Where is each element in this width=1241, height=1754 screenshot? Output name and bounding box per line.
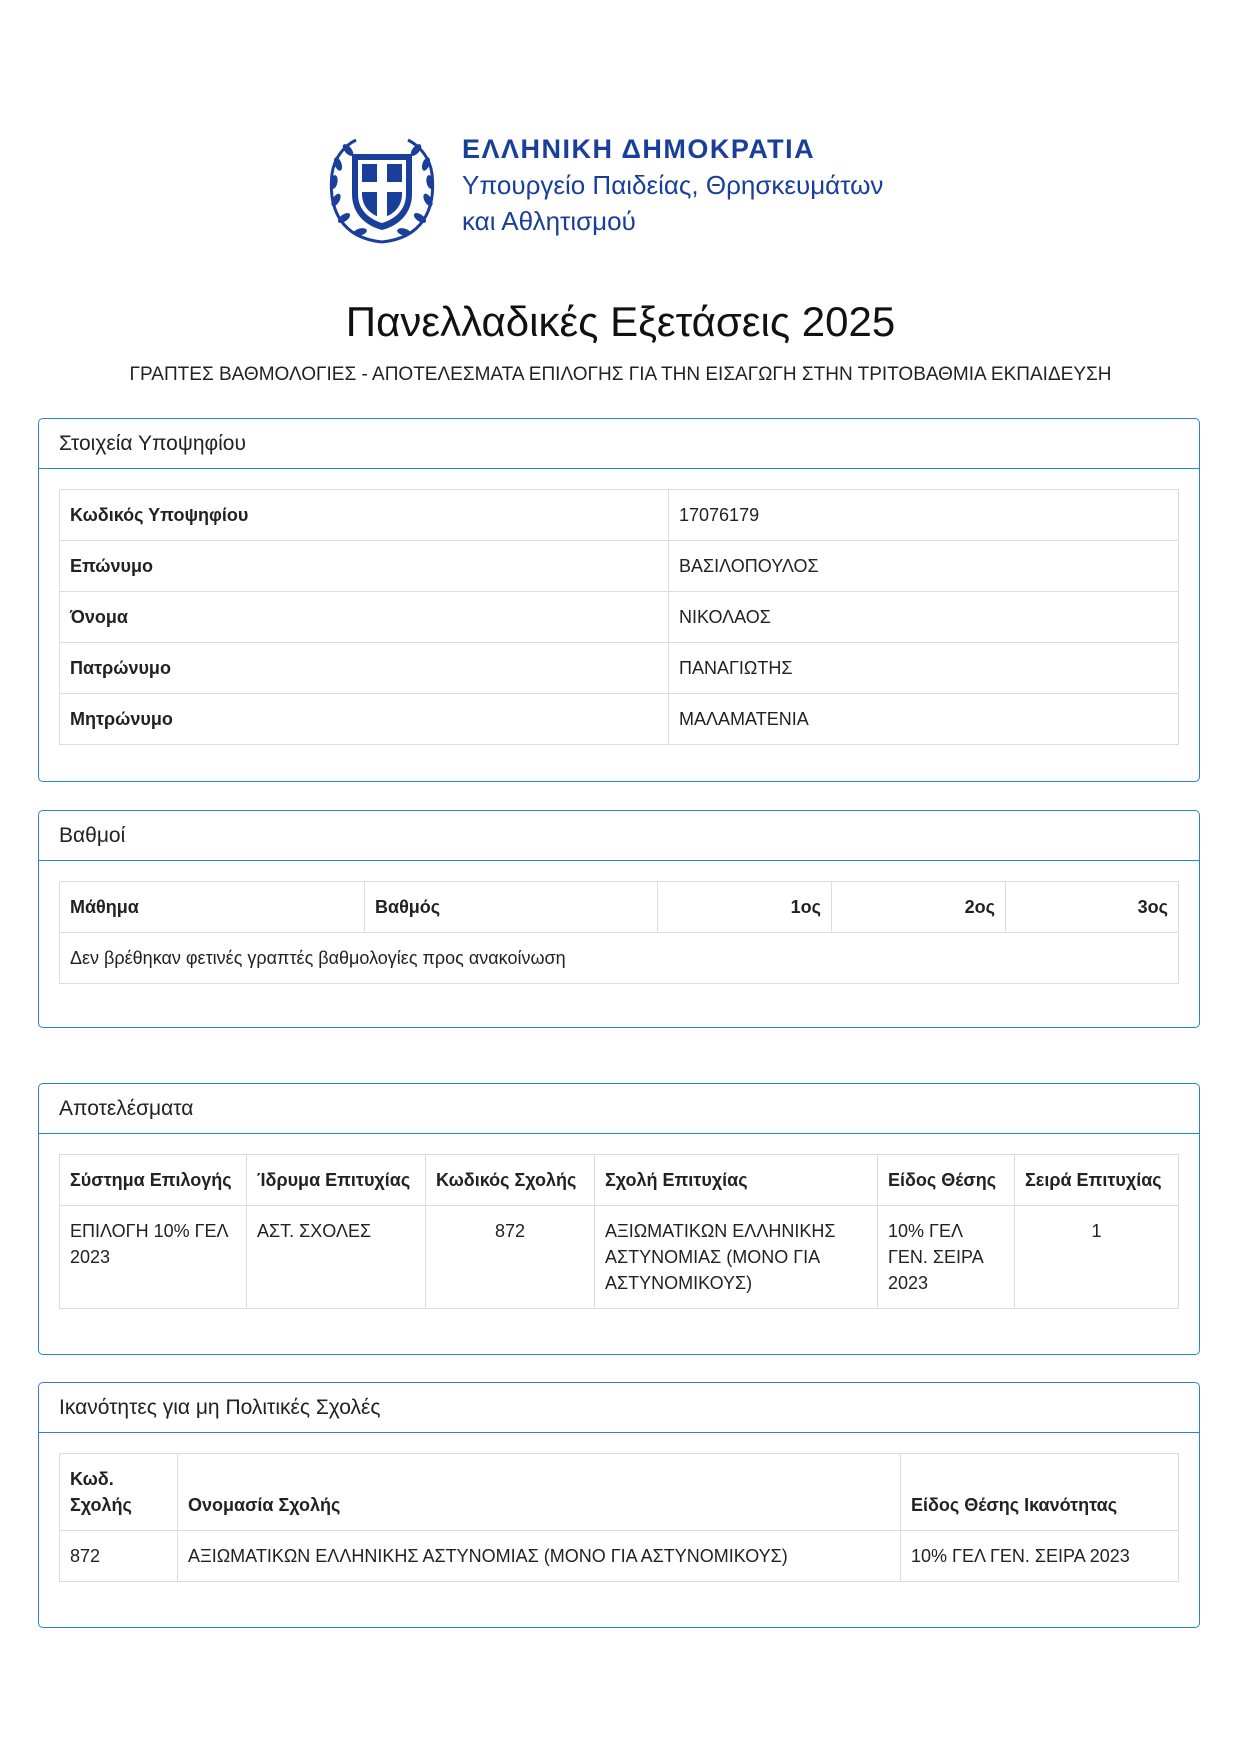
col-header-position-type: Είδος Θέσης: [878, 1155, 1015, 1206]
logo-ministry-line1: Υπουργείο Παιδείας, Θρησκευμάτων: [462, 170, 884, 200]
surname-label: Επώνυμο: [60, 541, 669, 592]
abilities-panel: [38, 1382, 1200, 1628]
col-header-1st: 1ος: [658, 882, 832, 933]
grades-panel: [38, 810, 1200, 1028]
col-header-ability-type: Είδος Θέσης Ικανότητας: [901, 1454, 1179, 1531]
table-header-row: [60, 1454, 1179, 1531]
mothers-name-value: ΜΑΛΑΜΑΤΕΝΙΑ: [669, 694, 1179, 745]
fathers-name-value: ΠΑΝΑΓΙΩΤΗΣ: [669, 643, 1179, 694]
logo-title: ΕΛΛΗΝΙΚΗ ΔΗΜΟΚΡΑΤΙΑ: [462, 134, 816, 164]
grades-table: [59, 881, 1179, 984]
grades-panel-heading: Βαθμοί: [39, 811, 1199, 861]
table-header-row: [60, 1155, 1179, 1206]
col-header-school-name: Ονομασία Σχολής: [178, 1454, 901, 1531]
first-name-label: Όνομα: [60, 592, 669, 643]
ministry-logo: [322, 130, 922, 250]
table-row: [60, 643, 1179, 694]
results-panel-heading: Αποτελέσματα: [39, 1084, 1199, 1134]
col-header-school: Σχολή Επιτυχίας: [595, 1155, 878, 1206]
ability-school-name: ΑΞΙΩΜΑΤΙΚΩΝ ΕΛΛΗΝΙΚΗΣ ΑΣΤΥΝΟΜΙΑΣ (ΜΟΝΟ ΓΙΑ ΑΣΤΥΝΟΜΙΚΟΥΣ): [178, 1531, 901, 1582]
result-system: ΕΠΙΛΟΓΗ 10% ΓΕΛ 2023: [60, 1206, 247, 1309]
col-header-school-code: Κωδ. Σχολής: [60, 1454, 178, 1531]
candidate-panel-heading: Στοιχεία Υποψηφίου: [39, 419, 1199, 469]
mothers-name-label: Μητρώνυμο: [60, 694, 669, 745]
ability-school-code: 872: [60, 1531, 178, 1582]
col-header-course: Μάθημα: [60, 882, 365, 933]
col-header-selection-system: Σύστημα Επιλογής: [60, 1155, 247, 1206]
result-school-code: 872: [426, 1206, 595, 1309]
table-row: [60, 1206, 1179, 1309]
candidate-panel: [38, 418, 1200, 782]
no-grades-message: Δεν βρέθηκαν φετινές γραπτές βαθμολογίες προς ανακοίνωση: [60, 933, 1179, 984]
table-header-row: [60, 882, 1179, 933]
surname-value: ΒΑΣΙΛΟΠΟΥΛΟΣ: [669, 541, 1179, 592]
result-school: ΑΞΙΩΜΑΤΙΚΩΝ ΕΛΛΗΝΙΚΗΣ ΑΣΤΥΝΟΜΙΑΣ (ΜΟΝΟ ΓΙΑ ΑΣΤΥΝΟΜΙΚΟΥΣ): [595, 1206, 878, 1309]
abilities-table: [59, 1453, 1179, 1582]
first-name-value: ΝΙΚΟΛΑΟΣ: [669, 592, 1179, 643]
table-row: [60, 694, 1179, 745]
table-row: [60, 490, 1179, 541]
result-rank: 1: [1015, 1206, 1179, 1309]
page-title: Πανελλαδικές Εξετάσεις 2025: [345, 298, 896, 345]
table-row: [60, 541, 1179, 592]
result-institution: ΑΣΤ. ΣΧΟΛΕΣ: [247, 1206, 426, 1309]
results-panel: [38, 1083, 1200, 1355]
candidate-code-value: 17076179: [669, 490, 1179, 541]
coat-of-arms-icon: [322, 130, 442, 250]
col-header-rank: Σειρά Επιτυχίας: [1015, 1155, 1179, 1206]
candidate-code-label: Κωδικός Υποψηφίου: [60, 490, 669, 541]
col-header-grade: Βαθμός: [365, 882, 658, 933]
logo-ministry-line2: και Αθλητισμού: [462, 206, 636, 236]
result-position-type: 10% ΓΕΛ ΓΕΝ. ΣΕΙΡΑ 2023: [878, 1206, 1015, 1309]
results-table: [59, 1154, 1179, 1309]
table-row: [60, 933, 1179, 984]
abilities-panel-heading: Ικανότητες για μη Πολιτικές Σχολές: [39, 1383, 1199, 1433]
col-header-school-code: Κωδικός Σχολής: [426, 1155, 595, 1206]
candidate-table: [59, 489, 1179, 745]
fathers-name-label: Πατρώνυμο: [60, 643, 669, 694]
table-row: [60, 1531, 1179, 1582]
col-header-3rd: 3ος: [1006, 882, 1179, 933]
col-header-2nd: 2ος: [832, 882, 1006, 933]
table-row: [60, 592, 1179, 643]
ability-position-type: 10% ΓΕΛ ΓΕΝ. ΣΕΙΡΑ 2023: [901, 1531, 1179, 1582]
page-subtitle: ΓΡΑΠΤΕΣ ΒΑΘΜΟΛΟΓΙΕΣ - ΑΠΟΤΕΛΕΣΜΑΤΑ ΕΠΙΛΟΓΗΣ ΓΙΑ ΤΗΝ ΕΙΣΑΓΩΓΗ ΣΤΗΝ ΤΡΙΤΟΒΑΘΜΙΑ ΕΚΠΑΙΔΕΥΣΗ: [129, 364, 1112, 385]
col-header-institution: Ίδρυμα Επιτυχίας: [247, 1155, 426, 1206]
